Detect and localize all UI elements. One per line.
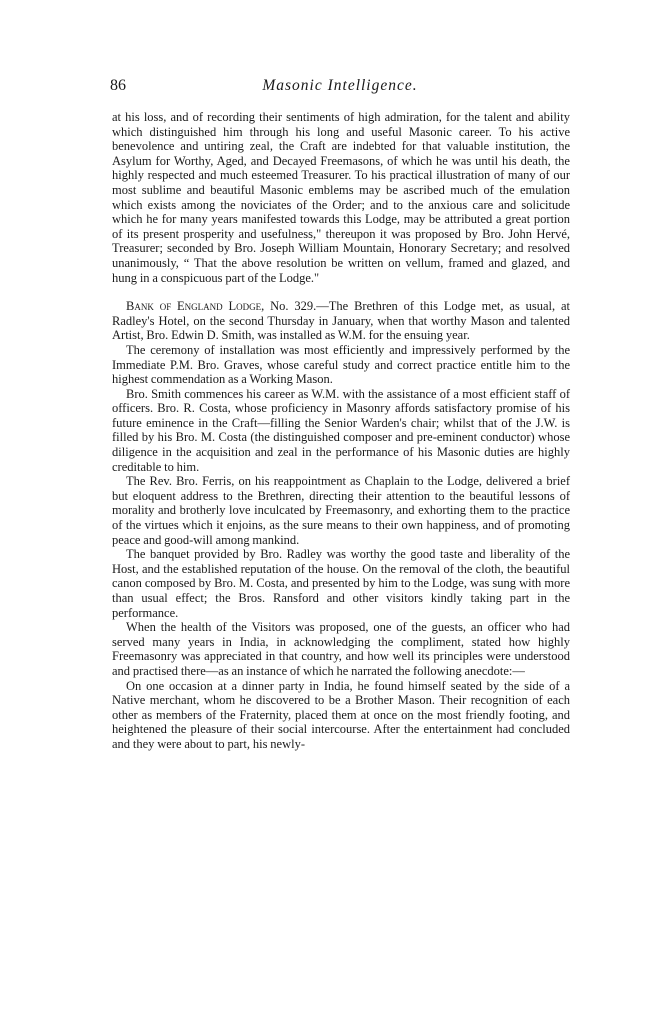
running-title: Masonic Intelligence.: [262, 77, 418, 94]
page-header: [110, 77, 570, 97]
paragraph-chaplain: The Rev. Bro. Ferris, on his reappointment as Chaplain to the Lodge, delivered a brief but eloquent address to the Brethren, directing their attention to the beautiful lessons of morality and brotherly love inculcated by Freemasonry, and exhorting them to the practice of the virtues which it enjoins, as the sure means to their own happiness, and of promoting peace and good-will among mankind.: [112, 474, 570, 547]
continuation-paragraph: at his loss, and of recording their sentiments of high admiration, for the talent and ability which distinguished him through his long and useful Masonic career. To his active benevolence and untiring zeal, the Craft are indebted for that valuable institution, the Asylum for Worthy, Aged, and Decayed Freemasons, of which he was until his death, the highly respected and much esteemed Treasurer. To his practical illustration of many of our most sublime and beautiful Masonic emblems may be ascribed much of the emulation which exists among the noviciates of the Order; and to the anxious care and solicitude which he for many years manifested towards this Lodge, may be attributed a great portion of its present prosperity and usefulness," thereupon it was proposed by Bro. John Hervé, Treasurer; seconded by Bro. Joseph William Mountain, Honorary Secretary; and resolved unanimously, “ That the above resolution be written on vellum, framed and glazed, and hung in a conspicuous part of the Lodge.": [112, 110, 570, 285]
section-gap: [112, 285, 570, 299]
lodge-number: , No. 329.: [261, 299, 317, 314]
paragraph-india-anecdote: On one occasion at a dinner party in India, he found himself seated by the side of a Native merchant, whom he discovered to be a Brother Mason. Their recognition of each other as members of the Fraternity, placed them at once on the most friendly footing, and heightened the pleasure of their social intercourse. After the entertainment had concluded and they were about to part, his newly-: [112, 678, 570, 751]
paragraph-visitors-toast: When the health of the Visitors was proposed, one of the guests, an officer who had served many years in India, in acknowledging the compliment, stated how highly Freemasonry was appreciated in that country, and how well its principles were understood and practised there—as an instance of which he narrated the following anecdote:—: [112, 620, 570, 678]
paragraph-banquet: The banquet provided by Bro. Radley was worthy the good taste and liberality of the Host, and the established reputation of the house. On the removal of the cloth, the beautiful canon composed by Bro. M. Costa, and presented by him to the Lodge, was sung with more than usual effect; the Bros. Ransford and other visitors kindly taking part in the performance.: [112, 547, 570, 620]
text-column: [112, 110, 570, 752]
lodge-report-intro: [112, 299, 570, 343]
paragraph-officers: Bro. Smith commences his career as W.M. with the assistance of a most efficient staff of officers. Bro. R. Costa, whose proficiency in Masonry affords satisfactory promise of his future eminence in the Craft—filling the Senior Warden's chair; whilst that of the J.W. is filled by his Bro. M. Costa (the distinguished composer and pre-eminent conductor) whose diligence in the acquisition and zeal in the performance of his Masonic duties are highly creditable to him.: [112, 386, 570, 474]
page-number: 86: [110, 77, 126, 94]
lodge-name: Bank of England Lodge: [126, 299, 262, 314]
lodge-intro-text: —The Brethren of this Lodge met, as usual, at Radley's Hotel, on the second Thursday in January, when that worthy Mason and talented Artist, Bro. Edwin D. Smith, was installed as W.M. for the ensuing year.: [112, 299, 570, 343]
paragraph-installation: The ceremony of installation was most efficiently and impressively performed by the Immediate P.M. Bro. Graves, whose careful study and correct practice entitle him to the highest commendation as a Working Mason.: [112, 342, 570, 387]
